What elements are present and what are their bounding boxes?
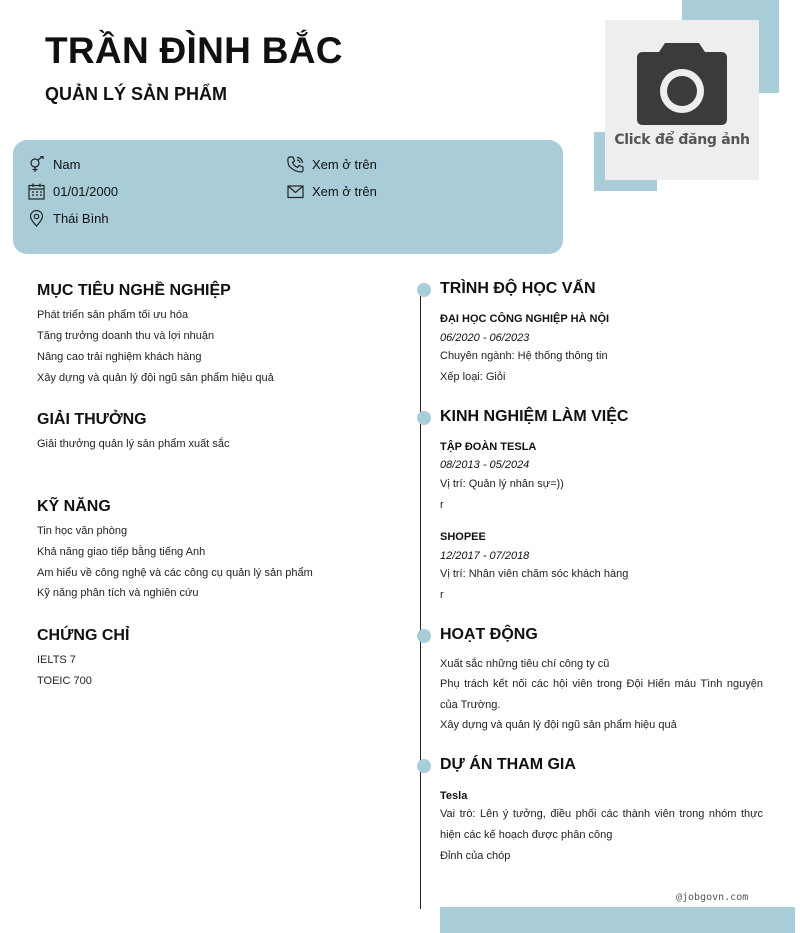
candidate-role: QUẢN LÝ SẢN PHẨM: [45, 84, 228, 104]
project-role: Vai trò: Lên ý tưởng, điều phối các thành viên trong nhóm thực hiện các kế hoạch được phân công: [440, 808, 763, 841]
job-note: r: [440, 589, 444, 601]
contact-email: [287, 183, 377, 200]
timeline-line: [420, 289, 421, 909]
job-note: r: [440, 499, 444, 511]
job-position: Vị trí: Quản lý nhân sự=)): [440, 478, 564, 490]
project-name: Tesla: [440, 790, 468, 802]
skills-heading: KỸ NĂNG: [37, 498, 111, 515]
skill-item: Tin học văn phòng: [37, 525, 128, 537]
watermark: @jobgovn.com: [676, 892, 749, 903]
skill-item: Am hiểu về công nghệ và các công cụ quản lý sản phẩm: [37, 567, 313, 579]
job-period: 08/2013 - 05/2024: [440, 459, 530, 471]
contact-address: [28, 210, 109, 227]
certificates-heading: CHỨNG CHỈ: [37, 627, 130, 644]
awards-heading: GIẢI THƯỞNG: [37, 411, 147, 428]
education-period: 06/2020 - 06/2023: [440, 332, 530, 344]
award-item: Giải thưởng quản lý sản phẩm xuất sắc: [37, 438, 230, 450]
photo-upload[interactable]: [605, 20, 759, 180]
activity-item: Xuất sắc những tiêu chí công ty cũ: [440, 658, 610, 670]
objective-item: Phát triển sản phẩm tối ưu hóa: [37, 309, 189, 321]
timeline-dot: [417, 759, 431, 773]
project-note: Đỉnh của chóp: [440, 850, 511, 862]
address-text: Thái Bình: [53, 211, 109, 226]
email-text: Xem ở trên: [312, 184, 377, 199]
certificate-item: IELTS 7: [37, 654, 76, 666]
projects-heading: DỰ ÁN THAM GIA: [440, 756, 576, 773]
contact-box: [13, 140, 563, 254]
objective-item: Nâng cao trải nghiệm khách hàng: [37, 351, 202, 363]
education-heading: TRÌNH ĐỘ HỌC VẤN: [440, 280, 596, 297]
decor-bottom-bar: [440, 907, 795, 933]
timeline-dot: [417, 283, 431, 297]
photo-upload-label: Click để đăng ảnh: [614, 132, 750, 148]
contact-phone: [287, 156, 377, 173]
skill-item: Khả năng giao tiếp bằng tiếng Anh: [37, 546, 206, 558]
certificate-item: TOEIC 700: [37, 675, 92, 687]
candidate-name: TRẦN ĐÌNH BẮC: [45, 30, 343, 71]
education-grade: Xếp loại: Giỏi: [440, 371, 506, 383]
education-major: Chuyên ngành: Hệ thống thông tin: [440, 350, 608, 362]
camera-icon: [635, 43, 729, 127]
job-position: Vị trí: Nhân viên chăm sóc khách hàng: [440, 568, 629, 580]
contact-birthday: [28, 183, 118, 200]
objective-heading: MỤC TIÊU NGHỀ NGHIỆP: [37, 282, 231, 299]
experience-heading: KINH NGHIỆM LÀM VIỆC: [440, 408, 629, 425]
timeline-dot: [417, 411, 431, 425]
birthday-text: 01/01/2000: [53, 184, 119, 199]
job-company: TẬP ĐOÀN TESLA: [440, 441, 537, 453]
gender-icon: [28, 156, 45, 173]
skill-item: Kỹ năng phân tích và nghiên cứu: [37, 587, 199, 599]
job-company: SHOPEE: [440, 531, 486, 543]
contact-gender: [28, 156, 80, 173]
activities-heading: HOẠT ĐỘNG: [440, 626, 538, 643]
activity-item: Phụ trách kết nối các hội viên trong Đội Hiến máu Tình nguyện của Trường.: [440, 678, 763, 711]
email-icon: [287, 183, 304, 200]
location-icon: [28, 210, 45, 227]
job-period: 12/2017 - 07/2018: [440, 550, 530, 562]
activity-item: Xây dựng và quản lý đội ngũ sản phẩm hiệu quả: [440, 719, 677, 731]
calendar-icon: [28, 183, 45, 200]
timeline-dot: [417, 629, 431, 643]
objective-item: Xây dựng và quản lý đội ngũ sản phẩm hiệu quả: [37, 372, 274, 384]
education-school: ĐẠI HỌC CÔNG NGHIỆP HÀ NỘI: [440, 313, 610, 325]
phone-text: Xem ở trên: [312, 157, 377, 172]
phone-icon: [287, 156, 304, 173]
gender-text: Nam: [53, 157, 81, 172]
objective-item: Tăng trưởng doanh thu và lợi nhuận: [37, 330, 215, 342]
